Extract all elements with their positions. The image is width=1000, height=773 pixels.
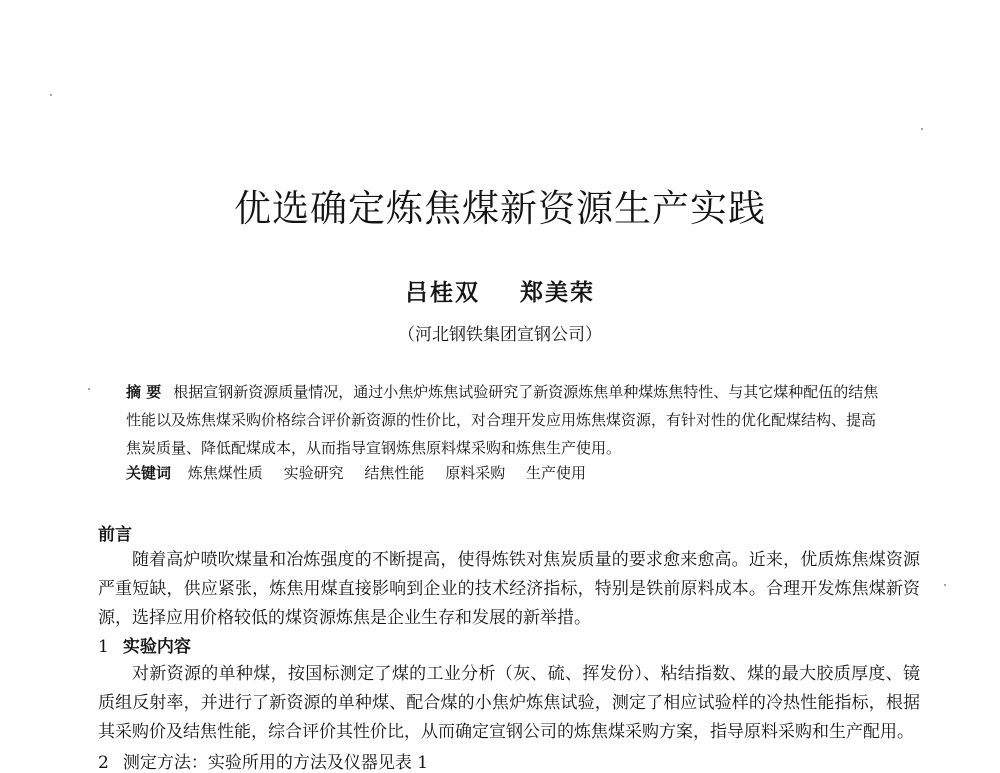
author-name: 吕桂双 xyxy=(404,279,480,306)
section-number: 1 xyxy=(98,637,109,657)
scan-speck xyxy=(50,94,52,96)
author-name: 郑美荣 xyxy=(520,279,595,306)
abstract-label: 摘 要 xyxy=(126,383,162,401)
section-heading-2 xyxy=(98,748,428,773)
section-title: 测定方法：实验所用的方法及仪器见表 1 xyxy=(122,753,429,773)
keyword-item: 原料采购 xyxy=(445,464,506,482)
keywords xyxy=(126,462,886,484)
abstract-text: 根据宣钢新资源质量情况，通过小焦炉炼焦试验研究了新资源炼焦单种煤炼焦特性、与其它煤种配伍的结焦性能以及炼焦煤采购价格综合评价新资源的性价比，对合理开发应用炼焦煤资源，有针对性的优化配煤结构、提高焦炭质量、降低配煤成本，从而指导宣钢炼焦原料煤采购和炼焦生产使用。 xyxy=(126,383,879,457)
section-heading-1 xyxy=(98,632,191,657)
section-title: 实验内容 xyxy=(122,637,191,657)
keyword-item: 实验研究 xyxy=(283,464,344,482)
paragraph-preface: 随着高炉喷吹煤量和冶炼强度的不断提高，使得炼铁对焦炭质量的要求愈来愈高。近来，优质炼焦煤资源严重短缺，供应紧张，炼焦用煤直接影响到企业的技术经济指标，特别是铁前原料成本。合理开发炼焦煤新资源，选择应用价格较低的煤资源炼焦是企业生存和发展的新举措。 xyxy=(98,550,920,628)
section-number: 2 xyxy=(98,753,109,773)
scan-speck xyxy=(944,584,946,586)
keyword-item: 结焦性能 xyxy=(364,464,425,482)
scan-speck xyxy=(921,128,923,130)
keywords-label: 关键词 xyxy=(126,464,172,482)
keyword-item: 生产使用 xyxy=(525,464,586,482)
author-list xyxy=(0,274,1000,307)
affiliation: （河北钢铁集团宣钢公司） xyxy=(398,325,602,345)
paragraph-section-1: 对新资源的单种煤，按国标测定了煤的工业分析（灰、硫、挥发份）、粘结指数、煤的最大胶质厚度、镜质组反射率，并进行了新资源的单种煤、配合煤的小焦炉炼焦试验，测定了相应试验样的冷热性能指标，根据其采购价及结焦性能，综合评价其性价比，从而确定宣钢公司的炼焦煤采购方案，指导原料采购和生产配用。 xyxy=(98,664,920,742)
keyword-item: 炼焦煤性质 xyxy=(187,464,263,482)
article-title: 优选确定炼焦煤新资源生产实践 xyxy=(234,187,766,230)
section-heading-preface: 前言 xyxy=(98,525,132,545)
scan-speck xyxy=(88,388,90,390)
abstract xyxy=(126,378,886,462)
